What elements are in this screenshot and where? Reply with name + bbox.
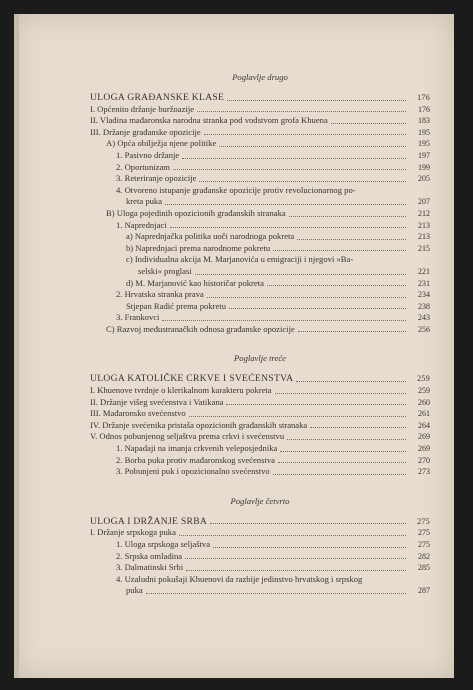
toc-row — [90, 104, 430, 116]
toc-page-number: 199 — [418, 162, 430, 172]
dot-leader — [310, 427, 406, 428]
toc-entry-title: 2. Borba puka protiv mađaronskog svećenstva — [116, 454, 275, 465]
table-of-contents — [90, 62, 430, 597]
toc-row — [90, 373, 430, 385]
dot-leader — [213, 547, 406, 548]
toc-entry-title: III. Držanje građanske opozicije — [90, 126, 201, 137]
toc-page-number: 287 — [418, 586, 430, 596]
toc-entry-title: selski« proglasi — [138, 265, 192, 276]
dot-leader — [179, 535, 406, 536]
toc-row — [90, 220, 430, 232]
dot-leader — [289, 216, 406, 217]
toc-entry-title: I. Khuenove tvrdnje o klerikalnom karakteru pokreta — [90, 385, 272, 396]
toc-row — [90, 243, 430, 255]
toc-row — [90, 516, 430, 528]
dot-leader — [296, 381, 406, 382]
toc-row — [90, 278, 430, 290]
dot-leader — [170, 227, 406, 228]
toc-row — [90, 574, 430, 586]
toc-row — [90, 185, 430, 197]
dot-leader — [331, 123, 406, 124]
dot-leader — [185, 558, 406, 559]
toc-row — [90, 431, 430, 443]
dot-leader — [219, 146, 406, 147]
chapter-heading: Poglavlje treće — [234, 353, 286, 364]
toc-entry-title: b) Naprednjaci prema narodnome pokretu — [126, 242, 271, 253]
toc-entry-title: 2. Hrvatska stranka prava — [116, 289, 204, 300]
dot-leader — [195, 274, 406, 275]
toc-entry-title: 1. Uloga srpskoga seljaštva — [116, 539, 211, 549]
toc-page-number: 205 — [418, 174, 430, 184]
toc-entry-title: C) Razvoj međustranačkih odnosa građanske opozicije — [106, 323, 295, 334]
dot-leader — [189, 416, 406, 417]
toc-page-number: 275 — [418, 528, 430, 538]
toc-page-number: 261 — [418, 409, 430, 419]
toc-entry-title: Stjepan Radić prema pokretu — [126, 300, 226, 311]
toc-entry-title: 3. Frankovci — [116, 312, 160, 323]
toc-row — [90, 127, 430, 139]
toc-page-number: 213 — [418, 220, 430, 230]
toc-row — [90, 254, 430, 266]
toc-page-number: 212 — [418, 208, 430, 218]
toc-page-number: 197 — [418, 150, 430, 160]
dot-leader — [210, 523, 406, 524]
toc-row — [90, 539, 430, 551]
page-spine — [14, 14, 19, 678]
toc-row — [90, 527, 430, 539]
dot-leader — [186, 570, 406, 571]
toc-page-number: 264 — [418, 420, 430, 430]
toc-row — [90, 324, 430, 336]
toc-page-number: 260 — [418, 397, 430, 407]
chapter-four-section — [90, 496, 430, 597]
toc-entry-title: 4. Uzaludni pokušaji Khuenovi da razbije jedinstvo hrvatskog i srpskog — [116, 573, 363, 584]
toc-row — [90, 301, 430, 313]
toc-row — [90, 562, 430, 574]
dot-leader — [227, 100, 406, 101]
toc-page-number: 207 — [418, 197, 430, 207]
toc-page-number: 243 — [418, 313, 430, 323]
toc-page-number: 238 — [418, 301, 430, 311]
toc-row — [90, 397, 430, 409]
toc-page-number: 269 — [418, 444, 430, 454]
toc-page-number: 270 — [418, 455, 430, 465]
toc-page-number: 183 — [418, 116, 430, 126]
toc-page-number: 259 — [418, 386, 430, 396]
toc-page-number: 176 — [417, 93, 430, 102]
dot-leader — [267, 285, 406, 286]
dot-leader — [278, 462, 406, 463]
dot-leader — [146, 593, 406, 594]
toc-row — [90, 289, 430, 301]
dot-leader — [280, 451, 406, 452]
toc-entry-title: 1. Napadaji na imanja crkvenih veleposjednika — [116, 443, 278, 454]
toc-row — [90, 551, 430, 563]
toc-entry-title: I. Općenito držanje buržoazije — [90, 103, 195, 114]
toc-entry-title: II. Vladina mađaronska narodna stranka pod vodstvom grofa Khuena — [90, 115, 328, 126]
toc-page-number: 213 — [418, 232, 430, 242]
toc-page-number: 256 — [418, 324, 430, 334]
toc-entry-title: B) Uloga pojedinih opozicionih građanskih stranaka — [106, 207, 286, 218]
toc-page-number: 259 — [417, 374, 430, 384]
toc-entry-title: I. Držanje srpskoga puka — [90, 527, 176, 538]
toc-row — [90, 466, 430, 478]
toc-entry-title: IV. Držanje svećenika pristaša opozicionih građanskih stranaka — [90, 419, 308, 430]
toc-entry-title: A) Opća obilježja njene politike — [106, 138, 217, 149]
toc-page-number: 195 — [418, 139, 430, 149]
chapter-two-section — [90, 72, 430, 335]
dot-leader — [197, 111, 406, 112]
toc-entry-title: kreta puka — [126, 196, 163, 207]
toc-row — [90, 196, 430, 208]
dot-leader — [297, 239, 406, 240]
toc-entry-title: 3. Reteriranje opozicije — [116, 173, 197, 184]
toc-entry-title: a) Naprednjačka politika uoči narodnoga pokreta — [126, 231, 295, 242]
toc-row — [90, 420, 430, 432]
toc-entry-title: 2. Oportunizam — [116, 161, 170, 172]
toc-entry-title: ULOGA KATOLIČKE CRKVE I SVEĆENSTVA — [90, 373, 294, 385]
dot-leader — [162, 320, 406, 321]
toc-entry-title: 4. Otvoreno istupanje građanske opozicije protiv revolucionarnog po- — [116, 184, 356, 195]
toc-row — [90, 455, 430, 467]
toc-row — [90, 150, 430, 162]
toc-row — [90, 162, 430, 174]
dot-leader — [182, 158, 406, 159]
dot-leader — [204, 134, 406, 135]
dot-leader — [226, 404, 406, 405]
toc-entry-title: ULOGA GRAĐANSKE KLASE — [90, 92, 225, 103]
toc-entry-title: 1. Pasivno držanje — [116, 149, 180, 160]
toc-page-number: 285 — [418, 563, 430, 573]
toc-entry-title: puka — [126, 585, 143, 596]
dot-leader — [165, 204, 406, 205]
toc-page-number: 275 — [417, 516, 430, 526]
toc-page-number: 282 — [418, 551, 430, 561]
toc-page-number: 269 — [418, 432, 430, 442]
toc-row — [90, 231, 430, 243]
dot-leader — [207, 297, 406, 298]
chapter-heading: Poglavlje drugo — [232, 72, 288, 82]
toc-page-number: 275 — [418, 540, 430, 549]
dot-leader — [229, 308, 406, 309]
toc-entry-title: II. Držanje višeg svećenstva i Vatikana — [90, 396, 224, 407]
toc-row — [90, 266, 430, 278]
toc-page-number: 234 — [418, 290, 430, 300]
toc-row — [90, 443, 430, 455]
toc-row — [90, 115, 430, 127]
chapter-heading: Poglavlje četvrto — [230, 495, 290, 506]
toc-entry-title: 1. Naprednjaci — [116, 219, 167, 230]
toc-row — [90, 208, 430, 220]
toc-entry-title: III. Mađaronsko svećenstvo — [90, 408, 186, 419]
toc-row — [90, 585, 430, 597]
toc-entry-title: d) M. Marjanović kao historičar pokreta — [126, 277, 264, 288]
dot-leader — [173, 169, 406, 170]
chapter-three-section — [90, 353, 430, 477]
dot-leader — [273, 474, 406, 475]
toc-row — [90, 408, 430, 420]
dot-leader — [287, 439, 406, 440]
dot-leader — [298, 331, 406, 332]
dot-leader — [273, 250, 406, 251]
toc-page-number: 221 — [418, 266, 430, 276]
toc-row — [90, 173, 430, 185]
toc-entry-title: 3. Pobunjeni puk i opozicionalno svećenstvo — [116, 466, 270, 477]
toc-entry-title: ULOGA I DRŽANJE SRBA — [90, 515, 208, 527]
toc-row — [90, 385, 430, 397]
toc-row — [90, 92, 430, 104]
toc-page-number: 231 — [418, 278, 430, 288]
toc-entry-title: 3. Dalmatinski Srbi — [116, 562, 184, 573]
toc-page-number: 176 — [418, 104, 430, 114]
toc-page-number: 195 — [418, 127, 430, 137]
toc-page-number: 215 — [418, 243, 430, 253]
toc-row — [90, 312, 430, 324]
toc-entry-title: c) Individualna akcija M. Marjanovića u emigraciji i njegovi »Ba- — [126, 254, 354, 265]
dot-leader — [275, 393, 406, 394]
toc-row — [90, 138, 430, 150]
toc-entry-title: 2. Srpska omladina — [116, 550, 183, 561]
dot-leader — [199, 181, 406, 182]
toc-entry-title: V. Odnos pobunjenog seljaštva prema crkvi i svećenstvu — [90, 431, 285, 442]
toc-page-number: 273 — [418, 467, 430, 477]
